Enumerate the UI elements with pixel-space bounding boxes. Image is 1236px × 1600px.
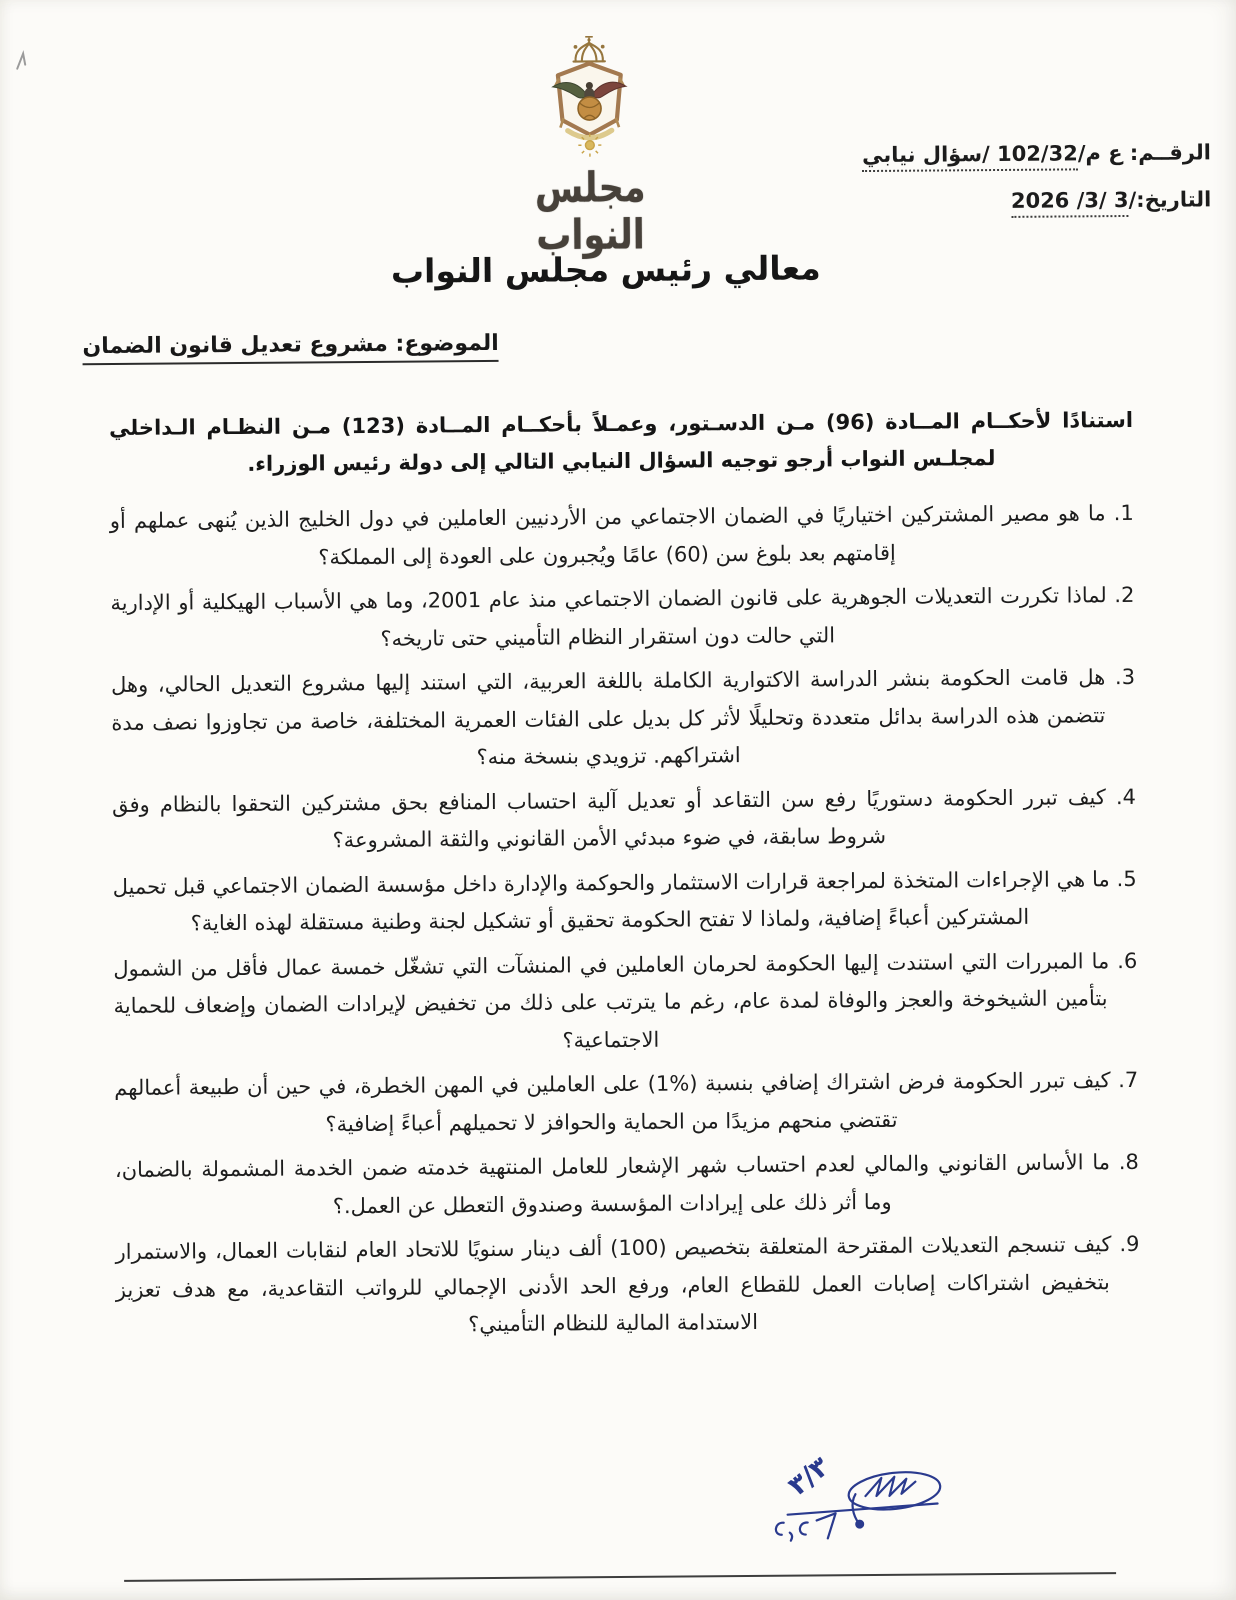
date-value: 3 /3/ 2026: [1011, 188, 1129, 218]
date-line: [862, 184, 1211, 217]
question-item: 3. هل قامت الحكومة بنشر الدراسة الاكتوارية الكاملة باللغة العربية، التي استند إليها مشروع التعديل الحالي، وهل تتضمن هذه الدراسة بدائل متعددة وتحليلًا لأثر كل بديل على الفئات العمرية المختلفة، خاصة من تجاوزوا نصف مدة اشتراكهم. تزويدي بنسخة منه؟: [110, 664, 1136, 770]
reference-value: 102/32 /سؤال نيابي: [862, 141, 1078, 172]
question-item: 6. ما المبررات التي استندت إليها الحكومة لحرمان العاملين في المنشآت التي تشغّل خمسة عمال فأقل من الشمول بتأمين الشيخوخة والعجز والوفاة لمدة عام، رغم ما يترتب على ذلك من تخفيض لإيرادات الضمان وإضعاف للحماية الاجتماعية؟: [113, 948, 1138, 1052]
page-title: معالي رئيس مجلس النواب: [390, 248, 821, 291]
page-number-mark: ٣/٣: [782, 1451, 836, 1503]
signature: [731, 1443, 976, 1553]
subject-line: الموضوع: مشروع تعديل قانون الضمان: [82, 331, 499, 365]
question-item: 2. لماذا تكررت التعديلات الجوهرية على قانون الضمان الاجتماعي منذ عام 2001، وما هي الأسباب الهيكلية أو الإدارية التي حالت دون استقرار النظام التأميني حتى تاريخه؟: [110, 582, 1135, 651]
date-label: التاريخ:/: [1128, 187, 1212, 212]
question-item: 8. ما الأساس القانوني والمالي لعدم احتساب شهر الإشعار للعامل المنتهية خدمته ضمن الخدمة المشمولة بالضمان، وما أثر ذلك على إيرادات المؤسسة وصندوق التعطل عن العمل.؟: [114, 1149, 1139, 1218]
question-item: 7. كيف تبرر الحكومة فرض اشتراك إضافي بنسبة (%1) على العاملين في المهن الخطرة، في حين أن طبيعة أعمالهم تقتضي منحهم مزيدًا من الحماية والحوافز لا تحميلهم أعباءً إضافية؟: [114, 1067, 1139, 1136]
question-item: 5. ما هي الإجراءات المتخذة لمراجعة قرارات الاستثمار والحوكمة والإدارة داخل مؤسسة الضمان الاجتماعي قبل تحميل المشتركين أعباءً إضافية، ولماذا لا تفتح الحكومة تحقيق أو تشكيل لجنة وطنية مستقلة لهذه الغاية؟: [112, 866, 1137, 936]
question-item: 1. ما هو مصير المشتركين اختياريًا في الضمان الاجتماعي من الأردنيين العاملين في دول الخليج الذين يُنهى عملهم أو إقامتهم بعد بلوغ سن (60) عامًا ويُجبرون على العودة إلى المملكة؟: [109, 500, 1134, 569]
reference-number-line: [862, 137, 1211, 170]
org-name-calligraphy: مجلس النواب: [534, 164, 646, 260]
pen-tick-mark: [12, 49, 32, 75]
reference-label: الرقــم: ع م/: [1077, 140, 1212, 166]
question-item: 9. كيف تنسجم التعديلات المقترحة المتعلقة بتخصيص (100) ألف دينار سنويًا للاتحاد العام لنقابات العمال، والاستمرار بتخفيض اشتراكات إصابات العمل للقطاع العام، ورفع الحد الأدنى الإجمالي للرواتب التقاعدية، مع هدف تعزيز الاستدامة المالية للنظام التأميني؟: [115, 1231, 1140, 1337]
footer-rule: [124, 1572, 1116, 1582]
jordan-coat-of-arms-icon: [526, 34, 653, 169]
question-item: 4. كيف تبرر الحكومة دستوريًا رفع سن التقاعد أو تعديل آلية احتساب المنافع بحق مشتركين التحقوا بالنظام وفق شروط سابقة، في ضوء مبدئي الأمن القانوني والثقة المشروعة؟: [111, 784, 1137, 853]
questions-list: [110, 495, 1141, 1354]
reference-block: [862, 137, 1212, 234]
intro-paragraph: استنادًا لأحكــام المــادة (96) مـن الدسـتور، وعمـلاً بأحكــام المــادة (123) مـن النظـام الـداخلي لمجلـس النواب أرجو توجيه السؤال النيابي التالي إلى دولة رئيس الوزراء.: [108, 407, 1134, 476]
